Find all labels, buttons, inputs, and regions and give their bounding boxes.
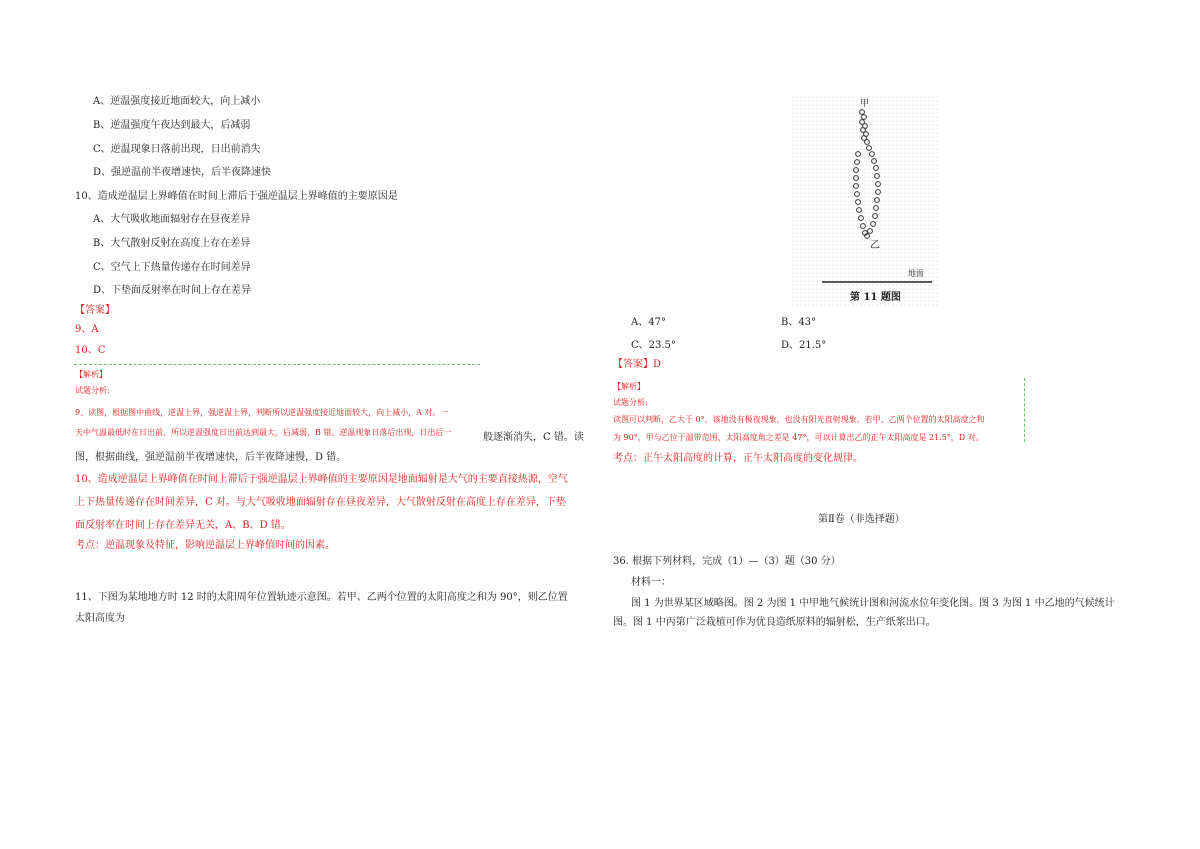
figure-label-jia: 甲 [860,99,870,109]
analysis-line-right: 为 90°，甲与乙位于温带范围，太阳高度角之差是 47°，可以计算出乙的正午太阳高度是 21.5°，D 对。 [613,433,984,442]
q11-option-d: D、21.5° [781,340,827,351]
q11-option-c: C、23.5° [631,340,676,351]
analysis-line: 图，根据曲线，强逆温前半夜增速快，后半夜降速慢，D 错。 [75,452,347,463]
answer-9: 9、A [75,324,99,335]
analysis-line: 般逐渐消失，C 错。读 [483,432,584,443]
answer-10: 10、C [75,345,106,356]
figure-ground-label: 地面 [908,269,924,278]
q10-option-d: D、下垫面反射率在时间上存在差异 [93,285,252,296]
q9-option-a: A、逆温强度接近地面较大，向上减小 [93,96,261,107]
analysis-sub-right: 试题分析: [613,398,648,407]
analysis-label-right: 【解析】 [613,382,645,391]
section-title: 第Ⅱ卷（非选择题） [818,514,905,525]
material-line: 图。图 1 中丙第广泛栽植可作为优良造纸原料的辐射松，生产纸浆出口。 [613,617,936,628]
kaodian-right: 考点：正午太阳高度的计算，正午太阳高度的变化规律。 [613,453,863,464]
answer-label: 【答案】 [75,305,115,316]
analysis-label: 【解析】 [75,370,107,379]
q9-option-d: D、强逆温前半夜增速快，后半夜降速快 [93,167,272,178]
analysis-sub: 试题分析: [75,386,110,395]
q10-option-a: A、大气吸收地面辐射存在昼夜差异 [93,214,251,225]
q11-option-a: A、47° [631,317,666,328]
analysis10-line: 面反射率在时间上存在差异无关，A、B、D 错。 [75,520,291,531]
material-label: 材料一： [631,577,671,588]
q11-stem-cont: 太阳高度为 [75,613,125,624]
q10-option-c: C、空气上下热量传递存在时间差异 [93,262,251,273]
q9-option-c: C、逆温现象日落前出现，日出前消失 [93,144,261,155]
q36-stem: 36. 根据下列材料，完成（1）—（3）题（30 分） [613,556,841,567]
material-line: 图 1 为世界某区域略图。图 2 为图 1 中甲地气候统计图和河流水位年变化图。图 3 为图 1 中乙地的气候统计 [631,598,1115,609]
q11-option-b: B、43° [781,317,817,328]
figure-caption: 第 11 题图 [850,292,901,303]
analysis10-line: 10、造成逆温层上界峰值在时间上滞后于强逆温层上界峰值的主要原因是地面辐射是大气的主要直接热源，空气 [75,474,568,485]
kaodian-left: 考点：逆温现象及特征，影响逆温层上界峰值时间的因素。 [75,540,335,551]
analysis-line-right: 读图可以判断，乙大于 0°，该地没有极夜现象，也没有阳光直射现象。若甲、乙两个位置的太阳高度之和 [613,415,985,424]
q10-option-b: B、大气散射反射在高度上存在差异 [93,238,251,249]
analysis10-line: 上下热量传递存在时间差异，C 对。与大气吸收地面辐射存在昼夜差异，大气散射反射在高度上存在差异，下垫 [75,497,566,508]
sun-path-figure [792,96,938,308]
analysis-divider [1024,378,1025,442]
answer-q11: 【答案】D [613,359,662,370]
q10-stem: 10、造成逆温层上界峰值在时间上滞后于强逆温层上界峰值的主要原因是 [75,191,398,202]
figure-label-yi: 乙 [870,240,880,251]
analysis-divider [74,364,480,365]
analysis-line: 天中气温最低时在日出前，所以逆温强度日出前达到最大，后减弱，B 错。逆温现象日落后出现，日出后一 [75,428,452,437]
q9-option-b: B、逆温强度午夜达到最大，后减弱 [93,120,251,131]
q11-stem: 11、下图为某地地方时 12 时的太阳周年位置轨迹示意图。若甲、乙两个位置的太阳高度之和为 90°，则乙位置 [75,592,568,603]
analysis-line: 9、读图，根据图中曲线，逆温上界，强逆温上界，判断所以逆温强度接近地面较大，向上减小，A 对。一 [75,408,449,417]
